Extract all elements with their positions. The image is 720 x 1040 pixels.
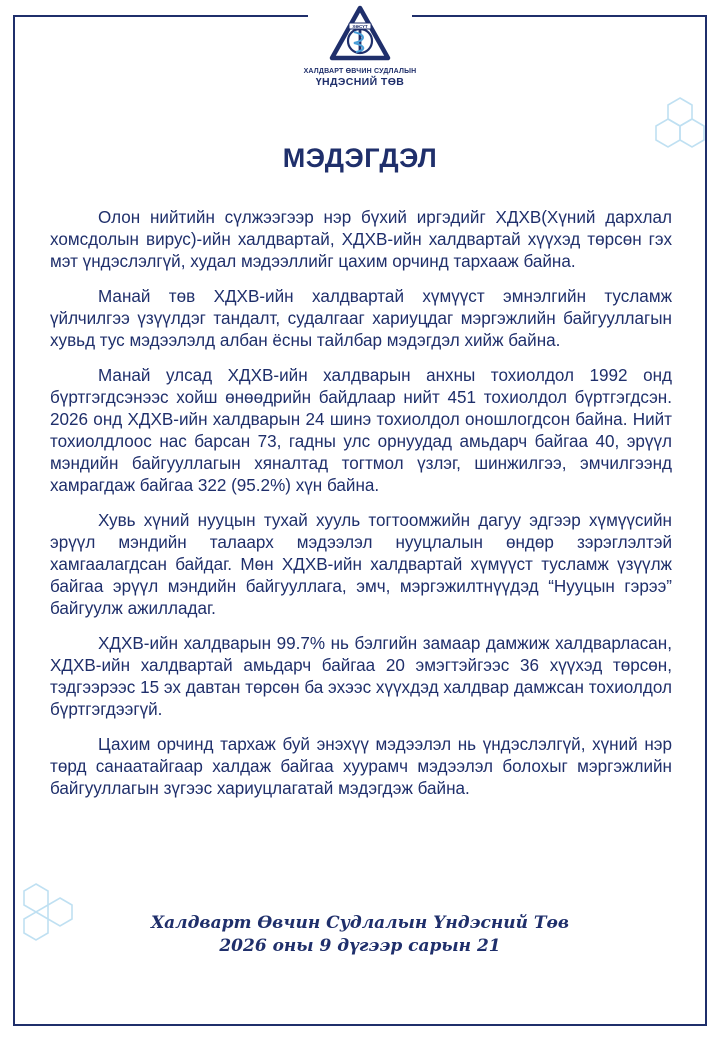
emblem-label: ХӨСҮТ [352, 24, 368, 29]
paragraph-2: Манай төв ХДХВ-ийн халдвартай хүмүүст эмнэлгийн тусламж үйлчилгээ үзүүлдэг тандалт, судалгааг хариуцдаг мэргэжлийн байгууллагын хувьд тус мэдээлэлд албан ёсны тайлбар мэдэгдэл хийж байна. [50, 287, 672, 350]
signature-org: Халдварт Өвчин Судлалын Үндэсний Төв [150, 913, 570, 933]
paragraph-6: Цахим орчинд тархаж буй энэхүү мэдээлэл нь үндэслэлгүй, хүний нэр төрд санаатайгаар халдаж байгаа хуурамч мэдээлэл болохыг мэргэжлийн байгууллагын зүгээс хариуцлагатай мэдэгдэж байна. [50, 735, 672, 798]
paragraph-4: Хувь хүний нууцын тухай хууль тогтоомжийн дагуу эдгээр хүмүүсийн эрүүл мэндийн талаарх мэдээлэл нууцлалын өндөр зэрэглэлтэй хамгаалагдсан байдаг. Мөн ХДХВ-ийн халдвартай хүмүүст тусламж үзүүлж байгаа эрүүл мэндийн байгууллага, эмч, мэргэжилтнүүдэд “Нууцын гэрээ” байгуулж ажилладаг. [50, 511, 672, 618]
document-title: МЭДЭГДЭЛ [282, 143, 438, 173]
paragraph-1: Олон нийтийн сүлжээгээр нэр бүхий иргэдийг ХДХВ(Хүний дархлал хомсдолын вирус)-ийн халдвартай, ХДХВ-ийн халдвартай хүүхэд төрсөн гэх мэт үндэслэлгүй, худал мэдээллийг цахим орчинд тархааж байна. [50, 208, 672, 271]
frame-top-right [412, 15, 707, 17]
signature-date: 2026 оны 9 дүгээр сарын 21 [219, 936, 501, 956]
paragraph-3: Манай улсад ХДХВ-ийн халдварын анхны тохиолдол 1992 онд бүртгэгдсэнээс хойш өнөөдрийн байдлаар нийт 451 тохиолдол бүртгэгдсэн. 2026 онд ХДХВ-ийн халдварын 24 шинэ тохиолдол оношлогдсон байна. Нийт тохиолдлоос нас барсан 73, гадны улс орнуудад амьдарч байгаа 40, эрүүл мэндийн байгууллагын хяналтад тогтмол үзлэг, шинжилгээ, эмчилгээнд хамрагдаж байгаа 322 (95.2%) хүн байна. [50, 366, 672, 495]
frame-bottom [13, 1024, 707, 1026]
emblem-icon [328, 4, 392, 66]
signature-block [0, 912, 720, 958]
document-body [50, 207, 672, 813]
paragraph-5: ХДХВ-ийн халдварын 99.7% нь бэлгийн замаар дамжиж халдварласан, ХДХВ-ийн халдвартай амьдарч байгаа 20 эмэгтэйгээс 36 хүүхэд төрсөн, тэдгээрээс 15 эх давтан төрсөн ба эхээс хүүхдэд халдвар дамжсан тохиолдол бүртгэгдээгүй. [50, 634, 672, 719]
org-name-line1: ХАЛДВАРТ ӨВЧИН СУДЛАЛЫН [303, 68, 417, 75]
organization-logo [290, 4, 430, 94]
org-name-line2: ҮНДЭСНИЙ ТӨВ [315, 76, 405, 88]
frame-top-left [13, 15, 308, 17]
